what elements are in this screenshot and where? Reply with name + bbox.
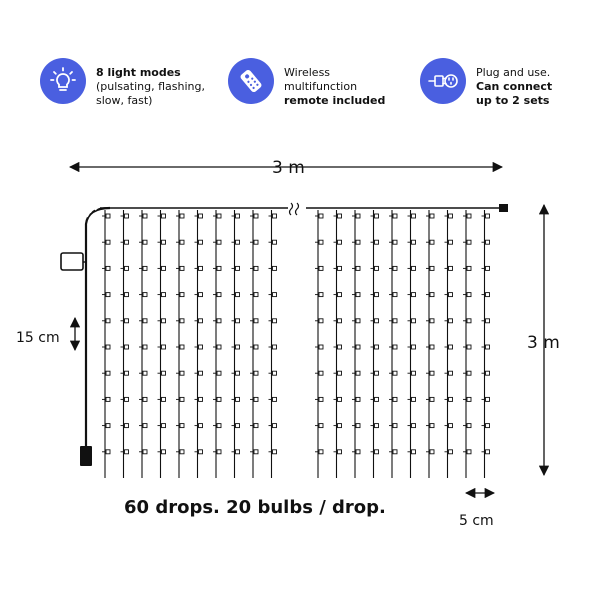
bulb	[393, 450, 397, 454]
bulb	[273, 240, 277, 244]
bulb	[338, 397, 342, 401]
bulb	[319, 266, 323, 270]
bulb	[254, 450, 258, 454]
bulb	[180, 371, 184, 375]
bulb	[106, 450, 110, 454]
bulb	[430, 397, 434, 401]
bulb	[338, 424, 342, 428]
bulb	[449, 240, 453, 244]
bulb	[412, 450, 416, 454]
bulb	[180, 214, 184, 218]
bulb	[449, 450, 453, 454]
bulb	[162, 424, 166, 428]
bulb	[254, 266, 258, 270]
bulb	[486, 397, 490, 401]
bulb	[375, 266, 379, 270]
bulb	[236, 371, 240, 375]
bulb	[375, 450, 379, 454]
bulb	[356, 319, 360, 323]
bulb	[162, 266, 166, 270]
bulb	[449, 424, 453, 428]
bulb	[180, 240, 184, 244]
feature-line: 8 light modes	[96, 66, 181, 79]
bulb	[393, 214, 397, 218]
bulb	[467, 214, 471, 218]
bulb	[254, 371, 258, 375]
bulb	[449, 397, 453, 401]
bulb	[217, 397, 221, 401]
bulb	[273, 319, 277, 323]
bulb	[375, 293, 379, 297]
bulb	[393, 240, 397, 244]
bulb	[125, 214, 129, 218]
bulb	[375, 214, 379, 218]
bulb	[180, 397, 184, 401]
bulb	[338, 450, 342, 454]
bulb	[106, 424, 110, 428]
bulb	[143, 293, 147, 297]
feature-line: Wireless	[284, 66, 331, 79]
bulb	[412, 397, 416, 401]
bulb	[319, 424, 323, 428]
bulb	[393, 371, 397, 375]
bulb	[125, 266, 129, 270]
bulb	[125, 424, 129, 428]
bulb	[236, 214, 240, 218]
bulb	[162, 319, 166, 323]
bulb	[467, 293, 471, 297]
feature-line: remote included	[284, 94, 386, 107]
bulb	[125, 397, 129, 401]
bulb	[467, 240, 471, 244]
bulb	[449, 266, 453, 270]
bulb	[356, 450, 360, 454]
bulb	[254, 319, 258, 323]
bulb	[486, 424, 490, 428]
bulb	[375, 397, 379, 401]
bulb	[125, 450, 129, 454]
bulb-spacing-label: 5 cm	[459, 513, 494, 529]
bulb	[319, 319, 323, 323]
bulb	[430, 293, 434, 297]
bulb	[180, 450, 184, 454]
bulb	[486, 371, 490, 375]
bulb	[199, 345, 203, 349]
bulb	[412, 345, 416, 349]
bulb	[199, 371, 203, 375]
bulb	[430, 424, 434, 428]
bulb	[449, 214, 453, 218]
bulb	[449, 371, 453, 375]
bulb	[180, 266, 184, 270]
bulb	[162, 345, 166, 349]
bulb	[180, 319, 184, 323]
bulb	[125, 293, 129, 297]
bulb	[338, 345, 342, 349]
bulb	[412, 293, 416, 297]
bulb	[319, 450, 323, 454]
bulb	[199, 450, 203, 454]
bulb	[356, 371, 360, 375]
bulb	[375, 319, 379, 323]
bulb	[254, 214, 258, 218]
bulb	[162, 397, 166, 401]
bulb	[273, 345, 277, 349]
bulb	[217, 240, 221, 244]
bulb	[273, 371, 277, 375]
bulb	[106, 319, 110, 323]
bulb	[412, 371, 416, 375]
bulb	[199, 214, 203, 218]
bulb	[467, 397, 471, 401]
bulb	[125, 319, 129, 323]
bulb	[217, 266, 221, 270]
bulb	[319, 240, 323, 244]
bulb	[393, 293, 397, 297]
bulb	[393, 345, 397, 349]
bulb	[143, 266, 147, 270]
bulb	[254, 240, 258, 244]
bulb	[486, 450, 490, 454]
bulb	[412, 240, 416, 244]
bulb	[338, 293, 342, 297]
bulb	[143, 240, 147, 244]
bulb	[217, 214, 221, 218]
bulb	[125, 345, 129, 349]
bulb	[273, 397, 277, 401]
bulb	[236, 397, 240, 401]
bulb	[236, 450, 240, 454]
bulb	[143, 345, 147, 349]
bulb	[273, 424, 277, 428]
bulb	[106, 240, 110, 244]
bulb	[180, 424, 184, 428]
bulb	[393, 319, 397, 323]
wire-break-marker	[290, 203, 299, 215]
bulb	[273, 450, 277, 454]
bulb	[199, 424, 203, 428]
bulb	[319, 214, 323, 218]
bulb	[254, 345, 258, 349]
end-connector	[499, 204, 508, 212]
bulb	[356, 240, 360, 244]
bulb	[106, 371, 110, 375]
bulb	[375, 424, 379, 428]
feature-line: multifunction	[284, 80, 358, 93]
bulb	[430, 319, 434, 323]
bulb	[486, 240, 490, 244]
bulb	[162, 371, 166, 375]
bulb	[449, 345, 453, 349]
controller-box	[61, 253, 83, 270]
bulb	[486, 214, 490, 218]
bulb	[236, 319, 240, 323]
bulb	[412, 319, 416, 323]
bulb	[486, 345, 490, 349]
bulb	[180, 293, 184, 297]
bulb	[356, 293, 360, 297]
bulb	[430, 266, 434, 270]
bulb	[273, 214, 277, 218]
bulb	[236, 240, 240, 244]
bulb	[338, 319, 342, 323]
bulb	[236, 266, 240, 270]
bulb	[199, 293, 203, 297]
height-label: 3 m	[527, 333, 560, 353]
bulb	[162, 214, 166, 218]
bulb	[217, 450, 221, 454]
bulb	[106, 293, 110, 297]
width-label: 3 m	[272, 158, 305, 178]
bulb	[254, 293, 258, 297]
bulb	[143, 450, 147, 454]
bulb	[143, 424, 147, 428]
bulb	[486, 266, 490, 270]
plug-connector	[80, 446, 92, 466]
drop-spacing-label: 15 cm	[16, 330, 60, 346]
bulb	[412, 266, 416, 270]
feature-line: (pulsating, flashing,	[96, 80, 205, 93]
bulb	[449, 293, 453, 297]
bulb	[217, 345, 221, 349]
bulb	[106, 397, 110, 401]
bulb	[143, 371, 147, 375]
bulb	[375, 240, 379, 244]
bulb	[199, 397, 203, 401]
bulb	[162, 450, 166, 454]
bulb	[412, 424, 416, 428]
bulb	[236, 345, 240, 349]
bulb	[217, 319, 221, 323]
bulb	[430, 345, 434, 349]
bulb	[217, 424, 221, 428]
bulb	[356, 397, 360, 401]
bulb	[338, 371, 342, 375]
bulb	[236, 424, 240, 428]
bulb	[356, 266, 360, 270]
bulb	[199, 266, 203, 270]
bulb	[467, 424, 471, 428]
bulb	[338, 266, 342, 270]
bulb	[467, 319, 471, 323]
bulb	[375, 345, 379, 349]
bulb	[254, 397, 258, 401]
bulb	[393, 397, 397, 401]
bulb	[430, 371, 434, 375]
bulb	[199, 240, 203, 244]
bulb	[338, 214, 342, 218]
bulb	[375, 371, 379, 375]
bulb	[236, 293, 240, 297]
bulb	[486, 293, 490, 297]
bulb	[356, 214, 360, 218]
bulb	[106, 345, 110, 349]
bulb	[430, 450, 434, 454]
bulb	[180, 345, 184, 349]
feature-line: Can connect	[476, 80, 553, 93]
bulb	[430, 214, 434, 218]
bulb	[106, 266, 110, 270]
bulb	[338, 240, 342, 244]
bulb	[125, 371, 129, 375]
bulb	[143, 214, 147, 218]
feature-line: Plug and use.	[476, 66, 551, 79]
bulb	[199, 319, 203, 323]
bulb	[319, 397, 323, 401]
summary-text: 60 drops. 20 bulbs / drop.	[124, 497, 386, 518]
bulb	[319, 371, 323, 375]
bulb	[393, 424, 397, 428]
feature-line: slow, fast)	[96, 94, 153, 107]
bulb	[273, 266, 277, 270]
bulb	[356, 424, 360, 428]
bulb	[467, 345, 471, 349]
light-drops	[102, 210, 490, 478]
bulb	[467, 266, 471, 270]
bulb	[143, 319, 147, 323]
bulb	[162, 293, 166, 297]
bulb	[467, 450, 471, 454]
bulb	[106, 214, 110, 218]
bulb	[467, 371, 471, 375]
feature-line: up to 2 sets	[476, 94, 550, 107]
bulb	[486, 319, 490, 323]
bulb	[217, 293, 221, 297]
bulb	[254, 424, 258, 428]
bulb	[412, 214, 416, 218]
bulb	[143, 397, 147, 401]
bulb	[356, 345, 360, 349]
bulb	[449, 319, 453, 323]
bulb	[319, 345, 323, 349]
bulb	[393, 266, 397, 270]
bulb	[162, 240, 166, 244]
bulb	[430, 240, 434, 244]
bulb	[319, 293, 323, 297]
bulb	[217, 371, 221, 375]
bulb	[273, 293, 277, 297]
bulb	[125, 240, 129, 244]
